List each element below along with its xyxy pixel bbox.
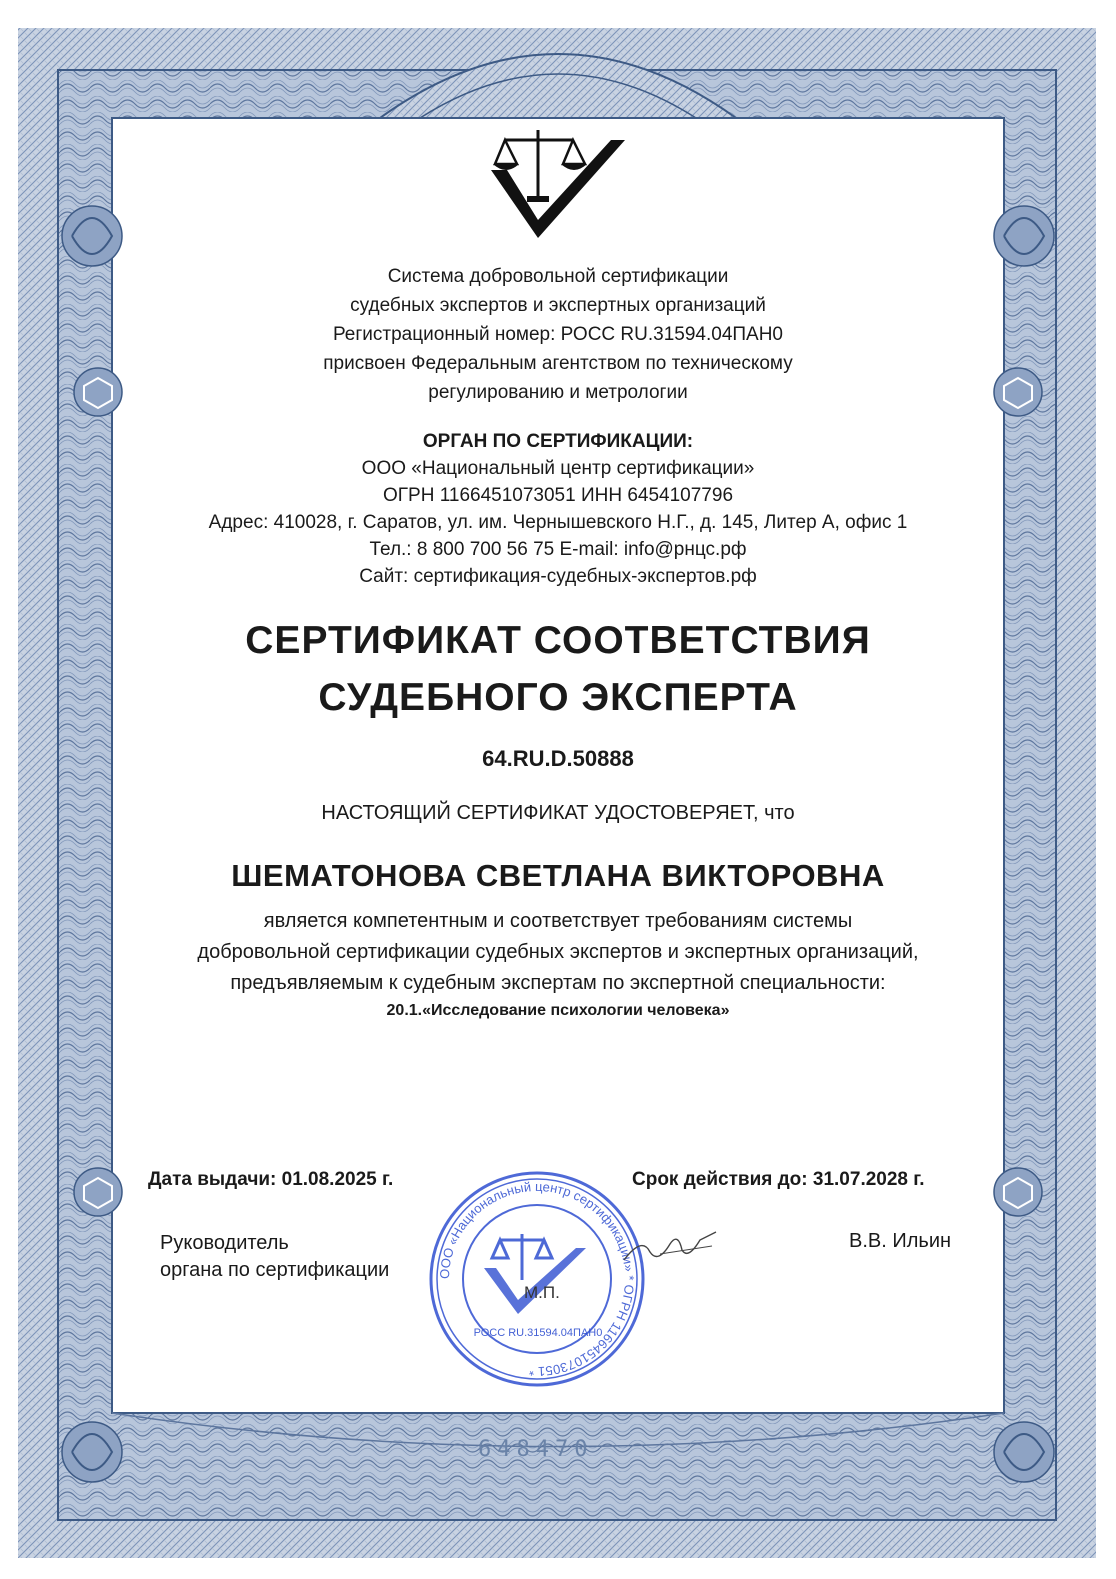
stamp-ring-text: ООО «Национальный центр сертификации» * ОГРН 1166451073051 * xyxy=(436,1178,638,1380)
system-line: Система добровольной сертификации xyxy=(387,266,729,287)
certification-body-info xyxy=(0,428,1116,590)
svg-text:ООО «Национальный центр сертиф xyxy=(437,1179,637,1379)
organ-line: Адрес: 410028, г. Саратов, ул. им. Чернышевского Н.Г., д. 145, Литер А, офис 1 xyxy=(208,512,908,533)
organ-header: ОРГАН ПО СЕРТИФИКАЦИИ: xyxy=(422,431,694,452)
system-line: регулированию и метрологии xyxy=(428,382,688,403)
issue-date: Дата выдачи: 01.08.2025 г. xyxy=(148,1169,394,1190)
description-line: добровольной сертификации судебных экспертов и экспертных организаций, xyxy=(197,941,919,963)
title-line: СЕРТИФИКАТ СООТВЕТСТВИЯ xyxy=(245,619,871,662)
organization-stamp xyxy=(426,1168,648,1390)
scales-logo xyxy=(483,120,633,245)
seal-place: М.П. xyxy=(524,1283,560,1302)
organ-line: ООО «Национальный центр сертификации» xyxy=(361,458,755,479)
role-line: органа по сертификации xyxy=(160,1259,390,1281)
system-line: Регистрационный номер: РОСС RU.31594.04ПАН0 xyxy=(332,324,784,345)
title-line: СУДЕБНОГО ЭКСПЕРТА xyxy=(318,676,798,719)
certification-system-info xyxy=(0,262,1116,407)
certifies-statement: НАСТОЯЩИЙ СЕРТИФИКАТ УДОСТОВЕРЯЕТ, что xyxy=(321,802,795,824)
organ-line: ОГРН 1166451073051 ИНН 6454107796 xyxy=(382,485,734,506)
signer-role xyxy=(160,1230,389,1284)
serial-number: 648470 xyxy=(478,1437,594,1462)
holder-name: ШЕМАТОНОВА СВЕТЛАНА ВИКТОРОВНА xyxy=(231,858,885,893)
description-line: предъявляемым к судебным экспертам по экспертной специальности: xyxy=(230,972,886,994)
role-line: Руководитель xyxy=(160,1232,289,1254)
signer-name: В.В. Ильин xyxy=(849,1230,952,1252)
stamp-inner-text: РОСС RU.31594.04ПАН0 xyxy=(473,1327,603,1339)
valid-until-date: Срок действия до: 31.07.2028 г. xyxy=(632,1169,925,1190)
signature xyxy=(620,1226,720,1266)
system-line: судебных экспертов и экспертных организаций xyxy=(350,295,766,316)
description-line: является компетентным и соответствует требованиям системы xyxy=(263,910,853,932)
competence-description xyxy=(0,906,1116,999)
specialty: 20.1.«Исследование психологии человека» xyxy=(386,1002,730,1019)
organ-line: Сайт: сертификация-судебных-экспертов.рф xyxy=(359,566,757,587)
organ-line: Тел.: 8 800 700 56 75 E-mail: info@рнцс.рф xyxy=(369,539,747,560)
certificate-number: 64.RU.D.50888 xyxy=(482,746,634,771)
system-line: присвоен Федеральным агентством по техническому xyxy=(323,353,793,374)
certificate-title xyxy=(0,612,1116,726)
